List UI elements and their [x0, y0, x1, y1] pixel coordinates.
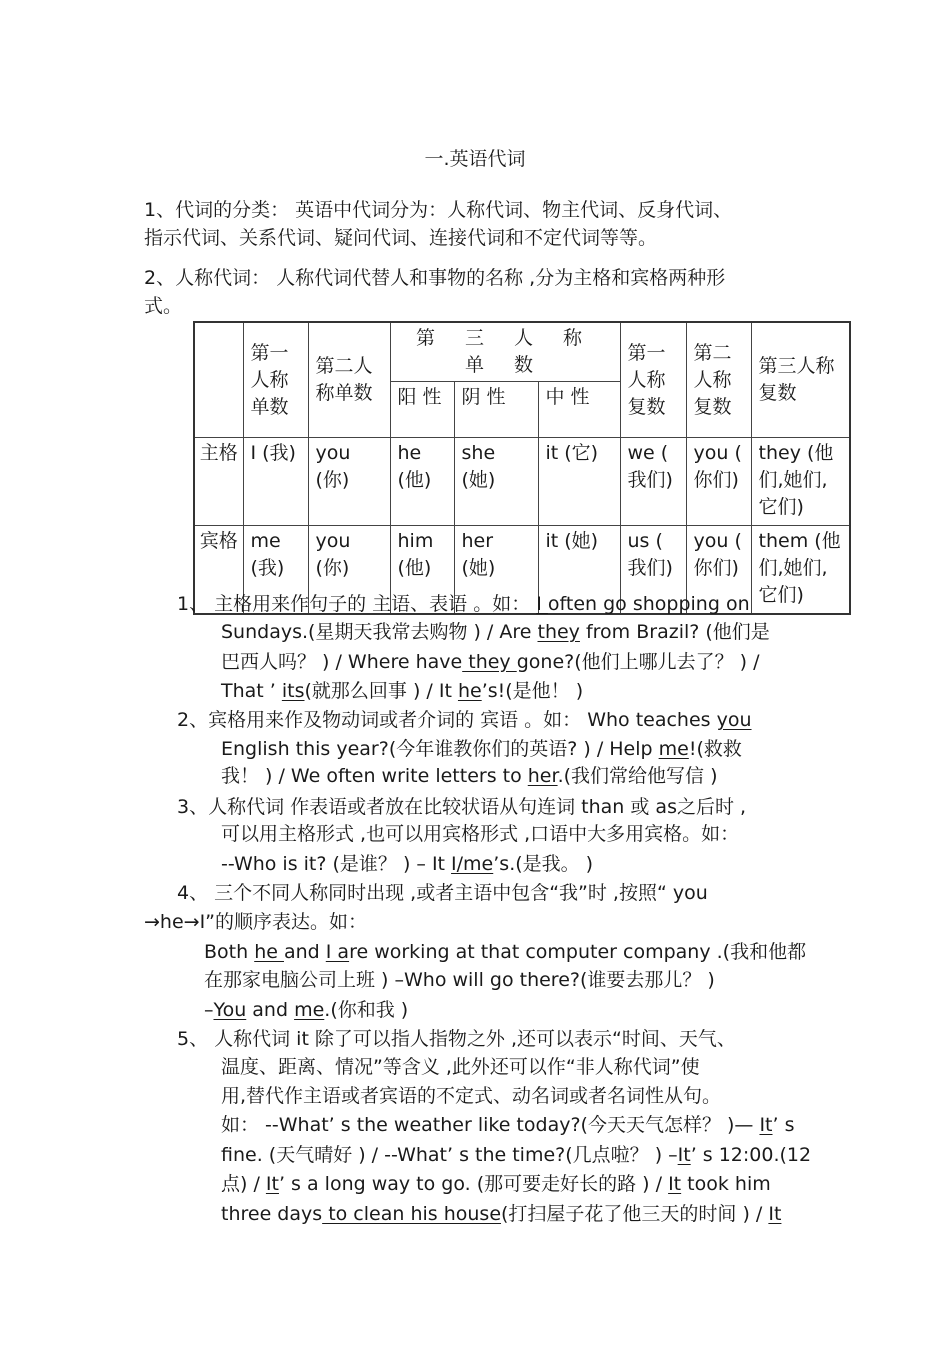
- item5-line-2: 温度、距离、情况”等含义 ,此外还可以作“非人称代词”使: [221, 1056, 700, 1078]
- header-second-plural: 第二人称复数: [686, 322, 751, 438]
- item5-line-1: 5、 人称代词 it 除了可以指人指物之外 ,还可以表示“时间、天气、: [177, 1028, 736, 1050]
- table-cell: they (他们,她们,它们): [751, 438, 850, 526]
- table-cell: me (我): [243, 526, 308, 614]
- item5-line-7: three days to clean his house(打扫屋子花了他三天的时间 ) / It: [221, 1203, 782, 1225]
- item3-line-2: 可以用主格形式 ,也可以用宾格形式 ,口语中大多用宾格。如：: [221, 823, 740, 845]
- pronoun-table: [193, 321, 851, 615]
- row-header-objective: 宾格: [194, 526, 243, 614]
- header-first-plural: 第一人称复数: [620, 322, 686, 438]
- table-cell: us ( 我们): [620, 526, 686, 614]
- table-cell: you ( 你们): [686, 526, 751, 614]
- table-cell: she (她): [454, 438, 538, 526]
- item1-line-2: Sundays.(星期天我常去购物 ) / Are they from Brazil? (他们是: [221, 621, 770, 643]
- table-corner-cell: [194, 322, 243, 438]
- item5-line-3: 用,替代作主语或者宾语的不定式、动名词或者名词性从句。: [221, 1085, 722, 1107]
- item5-line-6: 点) / It’ s a long way to go. (那可要走好长的路 ) / It took him: [221, 1173, 771, 1195]
- item1-line-4: That ’ its(就那么回事 ) / It he’s!(是他！ ): [221, 680, 584, 702]
- table-cell: it (她): [538, 526, 620, 614]
- item3-line-1: 3、人称代词 作表语或者放在比较状语从句连词 than 或 as之后时 ,: [177, 796, 747, 818]
- item4-line-1: 4、 三个不同人称同时出现 ,或者主语中包含“我”时 ,按照“ you: [177, 882, 708, 904]
- table-cell: I (我): [243, 438, 308, 526]
- table-cell: we ( 我们): [620, 438, 686, 526]
- personal-pronoun-line-1: 2、人称代词： 人称代词代替人和事物的名称 ,分为主格和宾格两种形: [144, 267, 726, 289]
- header-third-singular: 第 三 人 称 单 数: [390, 322, 620, 382]
- page-title: 一.英语代词: [424, 148, 526, 170]
- table-cell: him (他): [390, 526, 454, 614]
- table-cell: it (它): [538, 438, 620, 526]
- item5-line-5: fine. (天气晴好 ) / --What’ s the time?(几点啦？ ) –It’ s 12:00.(12: [221, 1144, 812, 1166]
- table-cell: you ( 你们): [686, 438, 751, 526]
- table-cell: them (他们,她们,它们): [751, 526, 850, 614]
- header-second-singular: 第二人称单数: [308, 322, 390, 438]
- row-header-nominative: 主格: [194, 438, 243, 526]
- table-cell: he (他): [390, 438, 454, 526]
- classification-line-1: 1、代词的分类： 英语中代词分为：人称代词、物主代词、反身代词、: [144, 199, 733, 221]
- table-cell: you (你): [308, 526, 390, 614]
- table-row-nominative: [194, 438, 850, 526]
- item3-line-3: --Who is it? (是谁？ ) – It I/me’s.(是我。 ): [221, 853, 594, 875]
- header-third-plural: 第三人称复数: [751, 322, 850, 438]
- item2-line-1: 2、宾格用来作及物动词或者介词的 宾语 。如： Who teaches you: [177, 709, 752, 731]
- table-cell: you (你): [308, 438, 390, 526]
- item1-line-3: 巴西人吗？ ) / Where have they gone?(他们上哪儿去了？ ) /: [221, 651, 760, 673]
- item4-line-3: Both he and I are working at that computer company .(我和他都: [204, 941, 807, 963]
- header-masculine: 阳 性: [390, 382, 454, 438]
- item2-line-3: 我！ ) / We often write letters to her.(我们常给他写信 ): [221, 765, 718, 787]
- personal-pronoun-line-2: 式。: [144, 295, 183, 317]
- header-feminine: 阴 性: [454, 382, 538, 438]
- item5-line-4: 如： --What’ s the weather like today?(今天天气怎样？ )— It’ s: [221, 1114, 795, 1136]
- item2-line-2: English this year?(今年谁教你们的英语? ) / Help me!(救救: [221, 738, 742, 760]
- header-first-singular: 第一人称单数: [243, 322, 308, 438]
- item4-line-5: –You and me.(你和我 ): [204, 999, 409, 1021]
- item1-line-1: 1、 主格用来作句子的 主语、表语 。如： I often go shopping on: [177, 593, 750, 615]
- item4-line-4: 在那家电脑公司上班 ) –Who will go there?(谁要去那儿？ ): [204, 969, 715, 991]
- item4-line-2: →he→I”的顺序表达。如：: [144, 911, 368, 933]
- header-neuter: 中 性: [538, 382, 620, 438]
- table-cell: her (她): [454, 526, 538, 614]
- classification-line-2: 指示代词、关系代词、疑问代词、连接代词和不定代词等等。: [144, 227, 658, 249]
